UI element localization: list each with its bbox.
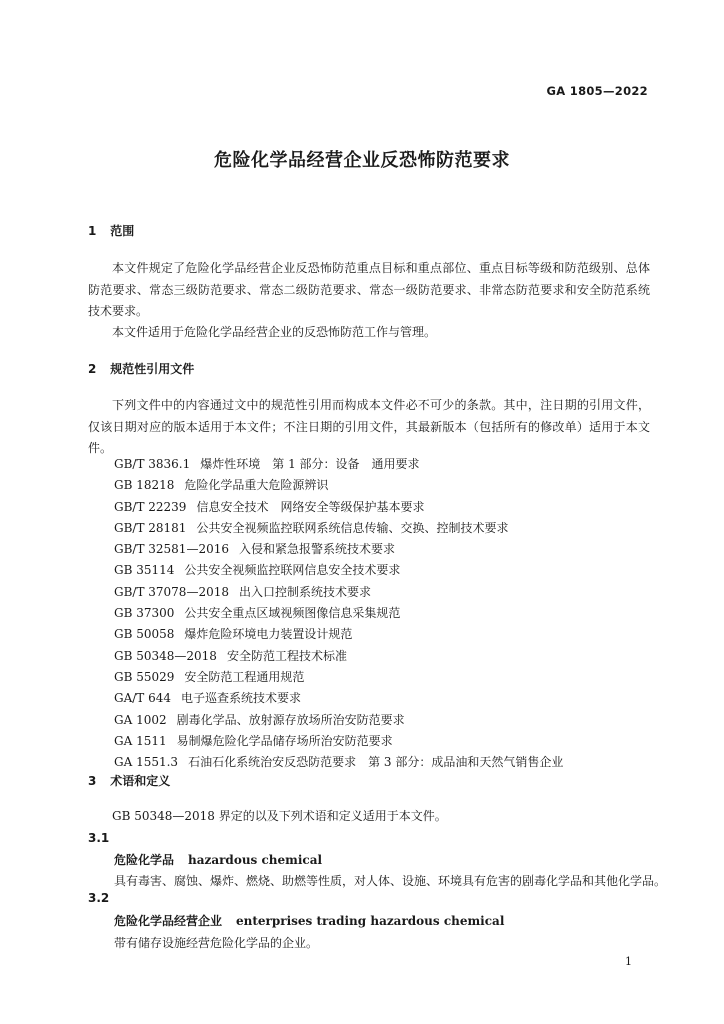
reference-code: GB 55029 — [114, 669, 175, 684]
reference-title: 安全防范工程通用规范 — [184, 669, 305, 684]
reference-item — [114, 731, 563, 752]
standard-code: GA 1805—2022 — [546, 84, 648, 98]
term-en: hazardous chemical — [188, 853, 323, 867]
document-title: 危险化学品经营企业反恐怖防范要求 — [214, 150, 510, 171]
term-zh: 危险化学品经营企业 — [114, 914, 223, 928]
reference-title: 爆炸危险环境电力装置设计规范 — [184, 627, 353, 642]
term-heading — [114, 851, 322, 868]
reference-title: 信息安全技术 网络安全等级保护基本要求 — [196, 499, 425, 514]
scope-paragraph-1: 本文件规定了危险化学品经营企业反恐怖防范重点目标和重点部位、重点目标等级和防范级别、总体防范要求、常态三级防范要求、常态二级防范要求、常态一级防范要求、非常态防范要求和安全防范系统技术要求。 — [88, 261, 650, 318]
reference-code: GB 18218 — [114, 478, 175, 493]
section-title: 范围 — [110, 224, 135, 238]
reference-title: 公共安全视频监控联网信息安全技术要求 — [184, 563, 401, 578]
reference-title: 公共安全重点区域视频图像信息采集规范 — [184, 606, 401, 621]
section-number: 1 — [88, 224, 97, 238]
reference-code: GB/T 28181 — [114, 520, 187, 535]
reference-item — [114, 518, 563, 539]
reference-title: 易制爆危险化学品储存场所治安防范要求 — [176, 733, 393, 748]
term-definition: 具有毒害、腐蚀、爆炸、燃烧、助燃等性质，对人体、设施、环境具有危害的剧毒化学品和其他化学品。 — [114, 874, 667, 888]
term-definition: 带有储存设施经营危险化学品的企业。 — [114, 936, 319, 950]
reference-item — [114, 475, 563, 496]
reference-code: GB/T 3836.1 — [114, 457, 191, 471]
reference-code: GB 35114 — [114, 563, 175, 578]
section-number: 2 — [88, 362, 97, 376]
reference-item — [114, 454, 563, 475]
term-heading — [114, 912, 504, 929]
reference-item — [114, 624, 563, 645]
section-title: 规范性引用文件 — [110, 362, 195, 376]
reference-code: GB 37300 — [114, 606, 175, 621]
reference-item — [114, 667, 563, 688]
reference-code: GB/T 22239 — [114, 499, 187, 514]
section-1-heading — [88, 222, 134, 239]
reference-title: 危险化学品重大危险源辨识 — [184, 478, 329, 493]
reference-item — [114, 688, 563, 709]
reference-title: 入侵和紧急报警系统技术要求 — [238, 542, 395, 557]
reference-title: 爆炸性环境 第 1 部分：设备 通用要求 — [200, 457, 420, 471]
reference-title: 安全防范工程技术标准 — [226, 648, 347, 663]
term-number: 3.2 — [88, 891, 110, 905]
reference-code: GA 1551.3 — [114, 755, 179, 770]
scope-paragraph-2: 本文件适用于危险化学品经营企业的反恐怖防范工作与管理。 — [112, 325, 437, 339]
term-en: enterprises trading hazardous chemical — [236, 914, 505, 928]
reference-title: 剧毒化学品、放射源存放场所治安防范要求 — [176, 712, 405, 727]
reference-title: 电子巡查系统技术要求 — [181, 691, 302, 706]
reference-title: 公共安全视频监控联网系统信息传输、交换、控制技术要求 — [196, 520, 509, 535]
page-number: 1 — [625, 955, 632, 968]
reference-title: 出入口控制系统技术要求 — [238, 584, 371, 599]
term-number: 3.1 — [88, 831, 110, 845]
section-title: 术语和定义 — [110, 774, 171, 788]
section-3-heading — [88, 772, 170, 789]
section-2-heading — [88, 360, 194, 377]
reference-code: GA 1511 — [114, 733, 167, 748]
references-intro: 下列文件中的内容通过文中的规范性引用而构成本文件必不可少的条款。其中，注日期的引用文件，仅该日期对应的版本适用于本文件；不注日期的引用文件，其最新版本（包括所有的修改单）适用于本文件。 — [88, 398, 650, 455]
reference-code: GB/T 32581—2016 — [114, 542, 229, 557]
reference-item — [114, 539, 563, 560]
reference-code: GA 1002 — [114, 712, 167, 727]
section-number: 3 — [88, 774, 97, 788]
reference-code: GB 50348—2018 — [114, 648, 217, 663]
reference-item — [114, 710, 563, 731]
reference-title: 石油石化系统治安反恐防范要求 第 3 部分：成品油和天然气销售企业 — [188, 755, 564, 770]
reference-item — [114, 560, 563, 581]
reference-item — [114, 497, 563, 518]
reference-item — [114, 752, 563, 773]
reference-list — [114, 454, 563, 773]
reference-code: GB 50058 — [114, 627, 175, 642]
reference-code: GB/T 37078—2018 — [114, 584, 229, 599]
reference-item — [114, 603, 563, 624]
term-zh: 危险化学品 — [114, 853, 175, 867]
reference-item — [114, 646, 563, 667]
terms-intro: GB 50348—2018 界定的以及下列术语和定义适用于本文件。 — [112, 809, 447, 823]
reference-item — [114, 582, 563, 603]
reference-code: GA/T 644 — [114, 691, 172, 706]
